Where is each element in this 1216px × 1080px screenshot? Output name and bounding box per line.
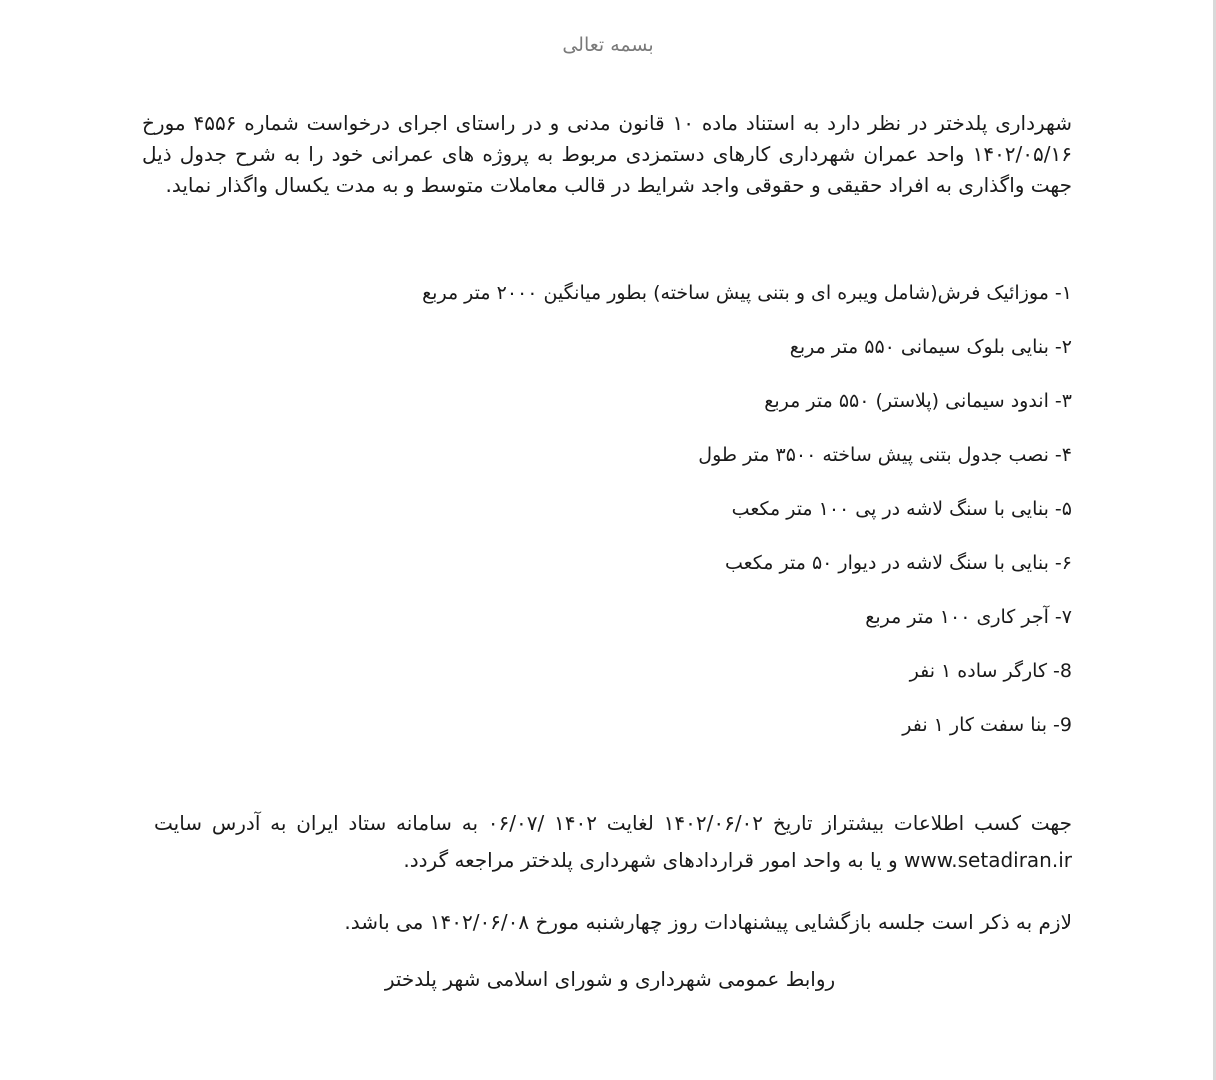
document-header: بسمه تعالی [562,34,654,56]
list-item: ۲- بنایی بلوک سیمانی ۵۵۰ متر مربع [789,336,1072,358]
list-item: ۶- بنایی با سنگ لاشه در دیوار ۵۰ متر مکعب [724,552,1072,574]
list-item: 9- بنا سفت کار ۱ نفر [902,714,1072,736]
list-item: ۵- بنایی با سنگ لاشه در پی ۱۰۰ متر مکعب [731,498,1072,520]
work-items-list [292,275,1072,761]
intro-paragraph: شهرداری پلدختر در نظر دارد به استناد ماده ۱۰ قانون مدنی و در راستای اجرای درخواست شماره ۴۵۵۶ مورخ ۱۴۰۲/۰۵/۱۶ واحد عمران شهرداری کارهای دستمزدی مربوط به پروژه های عمرانی خود را به شرح جدول ذیل جهت واگذاری به افراد حقیقی و حقوقی واجد شرایط در قالب معاملات متوسط و به مدت یکسال واگذار نماید. [142,111,1072,197]
list-item: ۳- اندود سیمانی (پلاستر) ۵۵۰ متر مربع [764,390,1072,412]
info-text-start: جهت کسب اطلاعات بیشتراز تاریخ ۱۴۰۲/۰۶/۰۲ لغایت ۱۴۰۲ /۰۶/۰۷ به سامانه ستاد ایران به آدرس سایت [154,811,1072,835]
info-paragraph [154,805,1072,879]
opening-session-note: لازم به ذکر است جلسه بازگشایی پیشنهادات روز چهارشنبه مورخ ۱۴۰۲/۰۶/۰۸ می باشد. [344,910,1072,934]
signature-line [0,962,1216,996]
info-text-end: و یا به واحد امور قراردادهای شهرداری پلدختر مراجعه گردد. [403,848,905,872]
website-link[interactable]: www.setadiran.ir [904,848,1072,872]
list-item: ۱- موزائیک فرش(شامل ویبره ای و بتنی پیش ساخته) بطور میانگین ۲۰۰۰ متر مربع [422,282,1072,304]
list-item: ۷- آجر کاری ۱۰۰ متر مربع [865,606,1072,628]
list-item: 8- کارگر ساده ۱ نفر [909,660,1072,682]
list-item: ۴- نصب جدول بتنی پیش ساخته ۳۵۰۰ متر طول [698,444,1072,466]
signature-text: روابط عمومی شهرداری و شورای اسلامی شهر پلدختر [384,967,836,991]
